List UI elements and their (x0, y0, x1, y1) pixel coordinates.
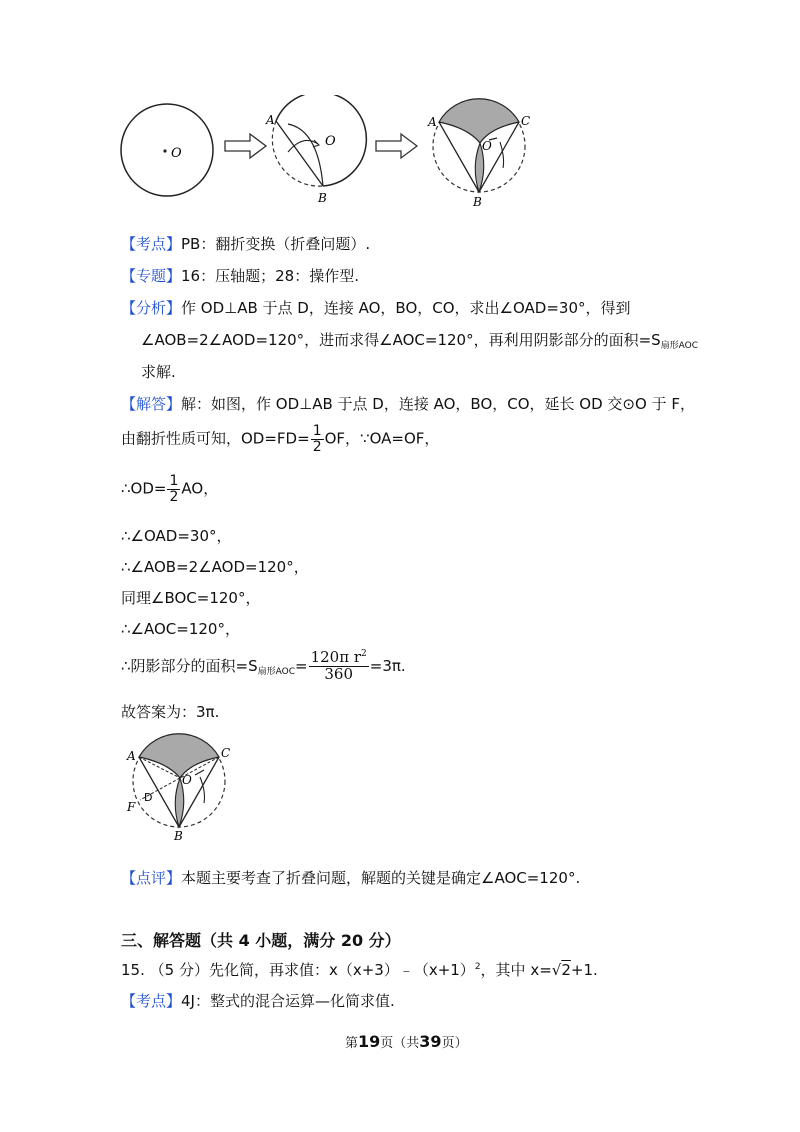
top-figures (110, 95, 550, 215)
section-heading: 三、解答题（共 4 小题，满分 20 分） (121, 931, 401, 950)
jieda-text-5: ∴∠AOB=2∠AOD=120°， (121, 558, 309, 576)
fenxi-text-3: 求解. (141, 363, 176, 381)
sqrt-value: 2 (561, 961, 571, 979)
jieda-text-8-pre: ∴阴影部分的面积=S (121, 656, 258, 675)
half-fraction (167, 474, 180, 504)
jieda-text-7: ∴∠AOC=120°， (121, 620, 240, 638)
equals-sign: = (295, 656, 308, 675)
answer-line (121, 701, 219, 722)
label-o: O (171, 146, 182, 161)
footer-pre: 第 (345, 1036, 359, 1051)
area-fraction (309, 650, 369, 683)
dianping-text: 本题主要考查了折叠问题，解题的关键是确定∠AOC=120°. (181, 869, 581, 887)
jieda-text-2-post: OF，∵OA=OF， (324, 429, 440, 448)
question-text-post: +1. (570, 961, 598, 979)
question-text-mid: ，其中 x= (480, 961, 552, 979)
label-a: A (127, 749, 136, 763)
jieda-text-1: 解：如图，作 OD⊥AB 于点 D，连接 AO，BO，CO，延长 OD 交⊙O 于 F， (181, 395, 695, 413)
label-o: O (182, 773, 192, 787)
jieda-text-3-pre: ∴OD= (121, 479, 167, 498)
fenxi-sub: 扇形AOC (660, 341, 699, 351)
figure-circle-o (121, 104, 213, 196)
fenxi-line-3 (141, 361, 176, 382)
label-o: O (325, 134, 336, 149)
jieda-text-6: 同理∠BOC=120°， (121, 589, 261, 607)
kaodian2-line (121, 990, 395, 1011)
sqrt-symbol: √ (551, 961, 562, 979)
jieda-line-7 (121, 618, 240, 639)
jieda-line-2 (121, 424, 439, 454)
label-b: B (318, 191, 327, 205)
figure-shaded-result (427, 99, 530, 209)
sector-subscript: 扇形AOC (257, 666, 296, 677)
jieda-tag: 【解答】 (121, 395, 182, 413)
fenxi-line-1 (121, 297, 631, 318)
jieda-line-8 (121, 650, 406, 683)
jieda-line-6 (121, 587, 260, 608)
arrow-icon (376, 134, 417, 158)
jieda-line-4 (121, 525, 232, 546)
footer-page-number: 19 (358, 1032, 381, 1051)
half-fraction (311, 424, 324, 454)
question-15 (121, 959, 598, 980)
fraction-numerator: 1 (169, 473, 179, 489)
label-b: B (174, 829, 183, 840)
fraction-denominator: 2 (169, 488, 179, 505)
label-c: C (521, 114, 531, 128)
jieda-text-2-pre: 由翻折性质可知，OD=FD= (121, 429, 310, 448)
label-c: C (221, 746, 231, 760)
zhuanti-text: 16：压轴题；28：操作型. (181, 267, 359, 285)
figure-fold-step (265, 95, 366, 205)
label-o: O (482, 139, 492, 153)
fraction-denominator: 2 (312, 438, 322, 455)
kaodian-tag: 【考点】 (121, 235, 182, 253)
label-a: A (428, 115, 437, 129)
label-f: F (127, 800, 136, 814)
label-d: D (144, 791, 153, 804)
jieda-text-8-post: =3π. (369, 656, 406, 675)
label-b: B (473, 195, 482, 209)
area-denominator: 360 (324, 664, 353, 683)
page-footer (345, 1032, 468, 1051)
arrow-icon (225, 134, 266, 158)
zhuanti-tag: 【专题】 (121, 267, 182, 285)
jieda-text-4: ∴∠OAD=30°， (121, 527, 232, 545)
question-number: 15. (121, 961, 145, 979)
kaodian-line (121, 233, 370, 254)
jieda-line-5 (121, 556, 309, 577)
dianping-tag: 【点评】 (121, 869, 182, 887)
kaodian2-tag: 【考点】 (121, 992, 182, 1010)
footer-post: 页） (441, 1036, 468, 1051)
jieda-line-1 (121, 393, 695, 414)
jieda-line-3 (121, 474, 218, 504)
fenxi-text-2: ∠AOB=2∠AOD=120°，进而求得∠AOC=120°，再利用阴影部分的面积=S (141, 331, 661, 349)
kaodian2-text: 4J：整式的混合运算—化简求值. (181, 992, 395, 1010)
square-superscript: 2 (474, 962, 481, 972)
area-numerator: 120π $r^2$ (310, 648, 367, 666)
jieda-text-3-post: AO， (181, 479, 219, 498)
question-text-pre: （5 分）先化简，再求值：x（x+3）﹣（x+1） (149, 961, 475, 979)
zhuanti-line (121, 265, 359, 286)
dianping-line (121, 867, 580, 888)
fraction-numerator: 1 (312, 423, 322, 439)
solution-figure (118, 728, 238, 840)
answer-text: 故答案为：3π. (121, 703, 220, 721)
fenxi-tag: 【分析】 (121, 299, 182, 317)
footer-total-pages: 39 (419, 1032, 442, 1051)
kaodian-text: PB：翻折变换（折叠问题）. (181, 235, 371, 253)
label-a: A (266, 113, 275, 127)
fenxi-text-1: 作 OD⊥AB 于点 D，连接 AO，BO，CO，求出∠OAD=30°，得到 (181, 299, 631, 317)
footer-mid: 页（共 (380, 1036, 420, 1051)
fenxi-line-2 (141, 329, 698, 351)
